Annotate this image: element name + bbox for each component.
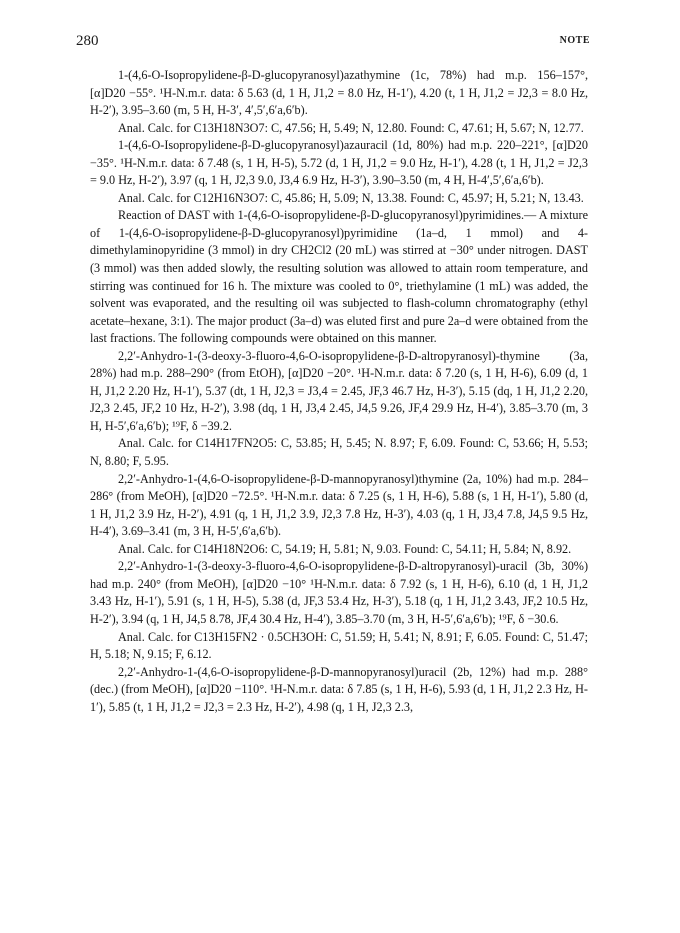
page-number: 280 — [76, 33, 99, 49]
running-title: NOTE — [559, 35, 590, 46]
paragraph-compound-1c: 1-(4,6-O-Isopropylidene-β-D-glucopyranosyl)azathymine (1c, 78%) had m.p. 156–157°, [α]D20 −55°. ¹H-N.m.r. data: δ 5.63 (d, 1 H, J1,2 = 8.0 Hz, H-1′), 4.20 (t, 1 H, J1,2 = J2,3 = 8.0 Hz, H-2′), 3.95–3.60 (m, 5 H, H-3′, 4′,5′,6′a,6′b). — [90, 68, 588, 118]
body-text — [90, 67, 588, 716]
paragraph-compound-2a: 2,2′-Anhydro-1-(4,6-O-isopropylidene-β-D-mannopyranosyl)thymine (2a, 10%) had m.p. 284–286° (from MeOH), [α]D20 −72.5°. ¹H-N.m.r. data: δ 7.25 (s, 1 H, H-6), 5.88 (s, 1 H, H-1′), 5.80 (d, 1 H, J1,2 3.9 Hz, H-2′), 4.91 (q, 1 H, J1,2 3.9, J2,3 7.8 Hz, H-3′), 4.03 (q, 1 H, J3,4 7.8, J4,5 9.5 Hz, H-4′), 3.69–3.41 (m, 3 H, H-5′,6′a,6′b). — [90, 471, 588, 539]
paragraph-analysis-2a: Anal. Calc. for C14H18N2O6: C, 54.19; H, 5.81; N, 9.03. Found: C, 54.11; H, 5.84; N, 8.92. — [118, 541, 572, 556]
paragraph-compound-3a: 2,2′-Anhydro-1-(3-deoxy-3-fluoro-4,6-O-isopropylidene-β-D-altropyranosyl)-thymine (3a, 28%) had m.p. 288–290° (from EtOH), [α]D20 −20°. ¹H-N.m.r. data: δ 7.20 (s, 1 H, H-6), 6.09 (d, 1 H, J1,2 2.20 Hz, H-1′), 5.37 (dt, 1 H, J2,3 = J3,4 = 2.45, JF,3 46.7 Hz, H-3′), 5.15 (dq, 1 H, J1,2 2.20, J2,3 2.45, JF,2 10 Hz, H-2′), 3.98 (dq, 1 H, J3,4 2.45, J4,5 9.26, JF,4 29.9 Hz, H-4′), 3.85–3.70 (m, 3 H, H-5′,6′a,6′b); ¹⁹F, δ −39.2. — [90, 348, 588, 433]
paragraph-analysis-1c: Anal. Calc. for C13H18N3O7: C, 47.56; H, 5.49; N, 12.80. Found: C, 47.61; H, 5.67; N, 12.77. — [118, 120, 584, 135]
paragraph-analysis-3b: Anal. Calc. for C13H15FN2 · 0.5CH3OH: C, 51.59; H, 5.41; N, 8.91; F, 6.05. Found: C, 51.47; H, 5.18; N, 9.15; F, 6.12. — [90, 629, 588, 662]
paragraph-compound-2b: 2,2′-Anhydro-1-(4,6-O-isopropylidene-β-D-mannopyranosyl)uracil (2b, 12%) had m.p. 288° (dec.) (from MeOH), [α]D20 −110°. ¹H-N.m.r. data: δ 7.85 (s, 1 H, H-6), 5.93 (d, 1 H, J1,2 2.3 Hz, H-1′), 5.85 (t, 1 H, J1,2 = J2,3 = 2.3 Hz, H-2′), 4.98 (q, 1 H, J2,3 2.3, — [90, 664, 588, 714]
paragraph-compound-3b: 2,2′-Anhydro-1-(3-deoxy-3-fluoro-4,6-O-isopropylidene-β-D-altropyranosyl)-uracil (3b, 30%) had m.p. 240° (from MeOH), [α]D20 −10° ¹H-N.m.r. data: δ 7.92 (s, 1 H, H-6), 6.10 (d, 1 H, J1,2 3.43 Hz, H-1′), 5.91 (s, 1 H, H-5), 5.38 (d, JF,3 53.4 Hz, H-3′), 5.18 (q, 1 H, J1,2 3.43, JF,2 10.5 Hz, H-2′), 3.94 (q, 1 H, J4,5 8.78, JF,4 30.4 Hz, H-4′), 3.85–3.70 (m, 3 H, H-5′,6′a,6′b); ¹⁹F, δ −30.6. — [90, 559, 588, 626]
page-header — [76, 33, 590, 53]
paragraph-dast-reaction: Reaction of DAST with 1-(4,6-O-isopropylidene-β-D-glucopyranosyl)pyrimidines.— A mixture of 1-(4,6-O-isopropylidene-β-D-glucopyranosyl)pyrimidine (1a–d, 1 mmol) and 4-dimethylaminopyridine (3 mmol) in dry CH2Cl2 (20 mL) was stirred at −30° under nitrogen. DAST (3 mmol) was then added slowly, the resulting solution was allowed to attain room temperature, and stirring was continued for 16 h. The mixture was cooled to 0°, triethylamine (1 mL) was added, the solvent was evaporated, and the resulting oil was subjected to flash-column chromatography (ethyl acetate–hexane, 3:1). The major product (3a–d) was eluted first and pure 2a–d were obtained from the last fractions. The following compounds were obtained on this manner. — [90, 208, 588, 346]
paragraph-analysis-3a: Anal. Calc. for C14H17FN2O5: C, 53.85; H, 5.45; N. 8.97; F, 6.09. Found: C, 53.66; H, 5.53; N, 8.80; F, 5.95. — [90, 436, 588, 469]
paragraph-compound-1d: 1-(4,6-O-Isopropylidene-β-D-glucopyranosyl)azauracil (1d, 80%) had m.p. 220–221°, [α]D20 −35°. ¹H-N.m.r. data: δ 7.48 (s, 1 H, H-5), 5.72 (d, 1 H, J1,2 = 9.0 Hz, H-1′), 4.28 (t, 1 H, J1,2 = J2,3 = 9.0 Hz, H-2′), 3.97 (q, 1 H, J2,3 9.0, J3,4 6.9 Hz, H-3′), 3.90–3.50 (m, 4 H, H-4′,5′,6′a,6′b). — [90, 138, 588, 188]
paragraph-analysis-1d: Anal. Calc. for C12H16N3O7: C, 45.86; H, 5.09; N, 13.38. Found: C, 45.97; H, 5.21; N, 13.43. — [118, 190, 584, 205]
